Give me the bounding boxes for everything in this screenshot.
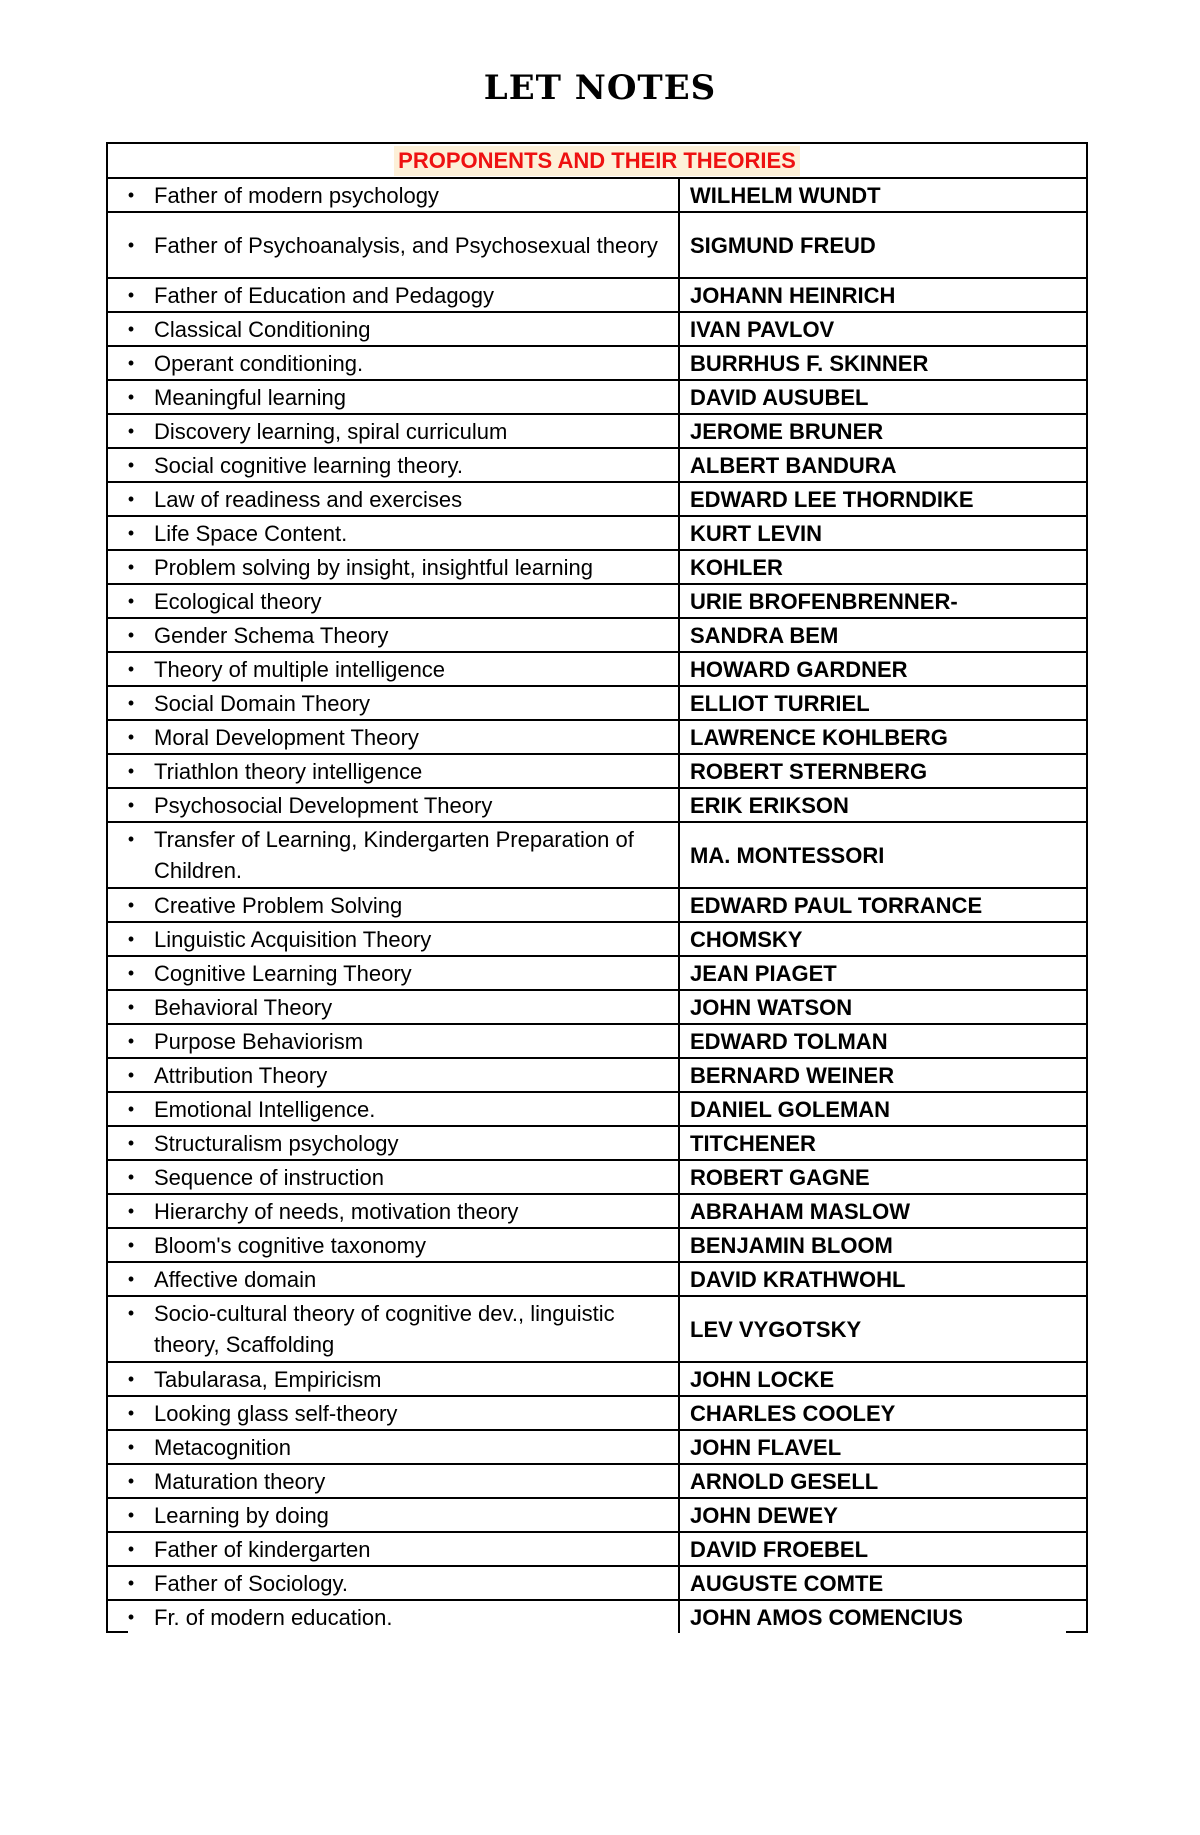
bullet-icon: • <box>127 1538 135 1559</box>
bullet-icon: • <box>127 928 135 949</box>
theory-cell <box>107 1194 679 1228</box>
bullet-icon: • <box>127 1572 135 1593</box>
theory-cell <box>107 1464 679 1498</box>
theory-cell <box>107 1498 679 1532</box>
bullet-icon: • <box>127 234 135 255</box>
proponent-cell: ERIK ERIKSON <box>679 788 1087 822</box>
page-title: LET NOTES <box>483 68 717 108</box>
theory-cell <box>107 1126 679 1160</box>
table-row <box>107 1600 1087 1633</box>
bullet-icon: • <box>127 829 135 849</box>
bullet-icon: • <box>127 1436 135 1457</box>
proponent-cell: CHARLES COOLEY <box>679 1396 1087 1430</box>
table-row <box>107 550 1087 584</box>
theory-text: Looking glass self-theory <box>154 1400 398 1426</box>
proponent-cell: DAVID AUSUBEL <box>679 380 1087 414</box>
theory-cell <box>107 788 679 822</box>
proponent-cell: BERNARD WEINER <box>679 1058 1087 1092</box>
proponent-cell: JEROME BRUNER <box>679 414 1087 448</box>
table-row <box>107 1362 1087 1396</box>
theory-text: Moral Development Theory <box>154 724 419 750</box>
theory-text: Maturation theory <box>154 1468 326 1494</box>
theory-text: Gender Schema Theory <box>154 622 389 648</box>
table-row <box>107 754 1087 788</box>
theory-text: Ecological theory <box>154 588 322 614</box>
theory-cell <box>107 1430 679 1464</box>
table-row <box>107 1194 1087 1228</box>
proponent-cell: DANIEL GOLEMAN <box>679 1092 1087 1126</box>
proponent-cell: LEV VYGOTSKY <box>679 1296 1087 1362</box>
theory-cell <box>107 888 679 922</box>
theory-text: Problem solving by insight, insightful learning <box>154 554 594 580</box>
table-row <box>107 1058 1087 1092</box>
table-row <box>107 1262 1087 1296</box>
bullet-icon: • <box>127 352 135 373</box>
theory-cell <box>107 346 679 380</box>
bullet-icon: • <box>127 1368 135 1389</box>
proponent-cell: JOHN WATSON <box>679 990 1087 1024</box>
table-row <box>107 1126 1087 1160</box>
proponent-cell: JEAN PIAGET <box>679 956 1087 990</box>
proponent-cell: SIGMUND FREUD <box>679 212 1087 278</box>
proponent-cell: EDWARD PAUL TORRANCE <box>679 888 1087 922</box>
theory-text: Tabularasa, Empiricism <box>154 1366 382 1392</box>
bullet-icon: • <box>127 556 135 577</box>
theory-text: Creative Problem Solving <box>154 892 403 918</box>
table-row <box>107 686 1087 720</box>
table-row <box>107 482 1087 516</box>
theory-text: Behavioral Theory <box>154 994 333 1020</box>
table-row <box>107 1430 1087 1464</box>
proponent-cell: KOHLER <box>679 550 1087 584</box>
proponent-cell: JOHN AMOS COMENCIUS <box>679 1600 1087 1633</box>
theory-cell <box>107 1092 679 1126</box>
table-row <box>107 312 1087 346</box>
theory-text: Law of readiness and exercises <box>154 486 463 512</box>
theory-text: Social cognitive learning theory. <box>154 452 463 478</box>
theory-text: Father of Psychoanalysis, and Psychosexual theory <box>154 232 658 258</box>
theory-text: Triathlon theory intelligence <box>154 758 423 784</box>
proponent-cell: BENJAMIN BLOOM <box>679 1228 1087 1262</box>
theory-cell <box>107 1296 679 1362</box>
proponent-cell: EDWARD TOLMAN <box>679 1024 1087 1058</box>
table-row <box>107 516 1087 550</box>
table-row <box>107 380 1087 414</box>
table-row <box>107 178 1087 212</box>
theory-cell <box>107 686 679 720</box>
table-row <box>107 1092 1087 1126</box>
table-row <box>107 1498 1087 1532</box>
table-row <box>107 1024 1087 1058</box>
theory-text: Meaningful learning <box>154 384 347 410</box>
table-row <box>107 922 1087 956</box>
proponent-cell: HOWARD GARDNER <box>679 652 1087 686</box>
theory-text: Discovery learning, spiral curriculum <box>154 418 508 444</box>
theory-cell <box>107 178 679 212</box>
table-row <box>107 618 1087 652</box>
theory-text: Hierarchy of needs, motivation theory <box>154 1198 519 1224</box>
bullet-icon: • <box>127 760 135 781</box>
table-row <box>107 1566 1087 1600</box>
table-row <box>107 956 1087 990</box>
proponent-cell: JOHN FLAVEL <box>679 1430 1087 1464</box>
table-row <box>107 414 1087 448</box>
theory-cell <box>107 1566 679 1600</box>
bullet-icon: • <box>127 1268 135 1289</box>
proponent-cell: DAVID FROEBEL <box>679 1532 1087 1566</box>
bullet-icon: • <box>127 1470 135 1491</box>
table-row <box>107 652 1087 686</box>
theory-cell <box>107 1058 679 1092</box>
table-row <box>107 1464 1087 1498</box>
bullet-icon: • <box>127 692 135 713</box>
proponent-cell: URIE BROFENBRENNER- <box>679 584 1087 618</box>
table-row <box>107 278 1087 312</box>
proponent-cell: ROBERT STERNBERG <box>679 754 1087 788</box>
proponent-cell: SANDRA BEM <box>679 618 1087 652</box>
bullet-icon: • <box>127 1504 135 1525</box>
theory-text: Socio-cultural theory of cognitive dev., linguistic theory, Scaffolding <box>154 1301 615 1357</box>
theory-cell <box>107 482 679 516</box>
bullet-icon: • <box>127 1166 135 1187</box>
bullet-icon: • <box>127 624 135 645</box>
theory-text: Purpose Behaviorism <box>154 1028 364 1054</box>
proponent-cell: BURRHUS F. SKINNER <box>679 346 1087 380</box>
bullet-icon: • <box>127 996 135 1017</box>
table-row <box>107 720 1087 754</box>
theory-cell <box>107 990 679 1024</box>
proponent-cell: CHOMSKY <box>679 922 1087 956</box>
theory-cell <box>107 1600 679 1633</box>
table-header-row <box>107 143 1087 178</box>
bullet-icon: • <box>127 794 135 815</box>
bullet-icon: • <box>127 386 135 407</box>
bullet-icon: • <box>127 184 135 205</box>
theory-text: Learning by doing <box>154 1502 329 1528</box>
theory-cell <box>107 414 679 448</box>
theory-text: Father of Education and Pedagogy <box>154 282 495 308</box>
proponent-cell: ABRAHAM MASLOW <box>679 1194 1087 1228</box>
theory-cell <box>107 278 679 312</box>
bullet-icon: • <box>127 1606 135 1627</box>
table-row <box>107 888 1087 922</box>
theory-cell <box>107 312 679 346</box>
table-bottom-edge-left <box>106 1631 128 1633</box>
table-row <box>107 990 1087 1024</box>
theory-cell <box>107 720 679 754</box>
proponent-cell: JOHN DEWEY <box>679 1498 1087 1532</box>
proponent-cell: KURT LEVIN <box>679 516 1087 550</box>
table-bottom-edge-right <box>1066 1631 1088 1633</box>
theory-cell <box>107 1396 679 1430</box>
theory-cell <box>107 550 679 584</box>
table-row <box>107 346 1087 380</box>
theory-text: Social Domain Theory <box>154 690 371 716</box>
theory-text: Linguistic Acquisition Theory <box>154 926 432 952</box>
proponent-cell: WILHELM WUNDT <box>679 178 1087 212</box>
theory-text: Fr. of modern education. <box>154 1604 393 1630</box>
bullet-icon: • <box>127 1200 135 1221</box>
theory-cell <box>107 380 679 414</box>
theory-text: Father of kindergarten <box>154 1536 371 1562</box>
table-header: PROPONENTS AND THEIR THEORIES <box>394 146 800 176</box>
theory-cell <box>107 1532 679 1566</box>
proponent-cell: ARNOLD GESELL <box>679 1464 1087 1498</box>
theory-text: Sequence of instruction <box>154 1164 384 1190</box>
theory-text: Transfer of Learning, Kindergarten Preparation of Children. <box>154 827 634 883</box>
bullet-icon: • <box>127 1098 135 1119</box>
theory-cell <box>107 1228 679 1262</box>
bullet-icon: • <box>127 726 135 747</box>
theory-cell <box>107 516 679 550</box>
proponent-cell: ALBERT BANDURA <box>679 448 1087 482</box>
bullet-icon: • <box>127 894 135 915</box>
theory-cell <box>107 212 679 278</box>
theory-text: Metacognition <box>154 1434 291 1460</box>
bullet-icon: • <box>127 1234 135 1255</box>
bullet-icon: • <box>127 1030 135 1051</box>
theory-text: Psychosocial Development Theory <box>154 792 493 818</box>
theory-text: Bloom's cognitive taxonomy <box>154 1232 426 1258</box>
theory-cell <box>107 822 679 888</box>
bullet-icon: • <box>127 318 135 339</box>
bullet-icon: • <box>127 590 135 611</box>
theory-cell <box>107 448 679 482</box>
table-row <box>107 1160 1087 1194</box>
theory-text: Classical Conditioning <box>154 316 371 342</box>
theory-text: Father of modern psychology <box>154 182 439 208</box>
proponent-cell: IVAN PAVLOV <box>679 312 1087 346</box>
bullet-icon: • <box>127 1132 135 1153</box>
bullet-icon: • <box>127 962 135 983</box>
theory-cell <box>107 1262 679 1296</box>
table-row <box>107 788 1087 822</box>
bullet-icon: • <box>127 1402 135 1423</box>
bullet-icon: • <box>127 1064 135 1085</box>
theory-cell <box>107 618 679 652</box>
table-row <box>107 448 1087 482</box>
theory-cell <box>107 922 679 956</box>
table-row <box>107 1532 1087 1566</box>
table-row <box>107 822 1087 888</box>
theory-text: Attribution Theory <box>154 1062 328 1088</box>
proponent-cell: EDWARD LEE THORNDIKE <box>679 482 1087 516</box>
theory-text: Cognitive Learning Theory <box>154 960 412 986</box>
proponent-cell: DAVID KRATHWOHL <box>679 1262 1087 1296</box>
theory-text: Theory of multiple intelligence <box>154 656 446 682</box>
table-header-cell <box>107 143 1087 178</box>
proponents-table <box>106 142 1088 1633</box>
theory-cell <box>107 1362 679 1396</box>
proponent-cell: JOHN LOCKE <box>679 1362 1087 1396</box>
theory-text: Operant conditioning. <box>154 350 364 376</box>
table-row <box>107 1228 1087 1262</box>
theory-cell <box>107 956 679 990</box>
proponent-cell: JOHANN HEINRICH <box>679 278 1087 312</box>
bullet-icon: • <box>127 1303 135 1323</box>
bullet-icon: • <box>127 420 135 441</box>
bullet-icon: • <box>127 522 135 543</box>
proponent-cell: LAWRENCE KOHLBERG <box>679 720 1087 754</box>
proponent-cell: ELLIOT TURRIEL <box>679 686 1087 720</box>
table-row <box>107 212 1087 278</box>
theory-text: Affective domain <box>154 1266 317 1292</box>
proponent-cell: MA. MONTESSORI <box>679 822 1087 888</box>
theory-cell <box>107 652 679 686</box>
bullet-icon: • <box>127 284 135 305</box>
theory-cell <box>107 1024 679 1058</box>
theory-text: Life Space Content. <box>154 520 348 546</box>
table-row <box>107 1296 1087 1362</box>
bullet-icon: • <box>127 488 135 509</box>
theory-cell <box>107 584 679 618</box>
theory-cell <box>107 754 679 788</box>
theory-text: Emotional Intelligence. <box>154 1096 376 1122</box>
theory-text: Father of Sociology. <box>154 1570 349 1596</box>
bullet-icon: • <box>127 658 135 679</box>
table-row <box>107 1396 1087 1430</box>
theory-cell <box>107 1160 679 1194</box>
theory-text: Structuralism psychology <box>154 1130 399 1156</box>
table-row <box>107 584 1087 618</box>
proponent-cell: AUGUSTE COMTE <box>679 1566 1087 1600</box>
proponent-cell: TITCHENER <box>679 1126 1087 1160</box>
bullet-icon: • <box>127 454 135 475</box>
proponent-cell: ROBERT GAGNE <box>679 1160 1087 1194</box>
